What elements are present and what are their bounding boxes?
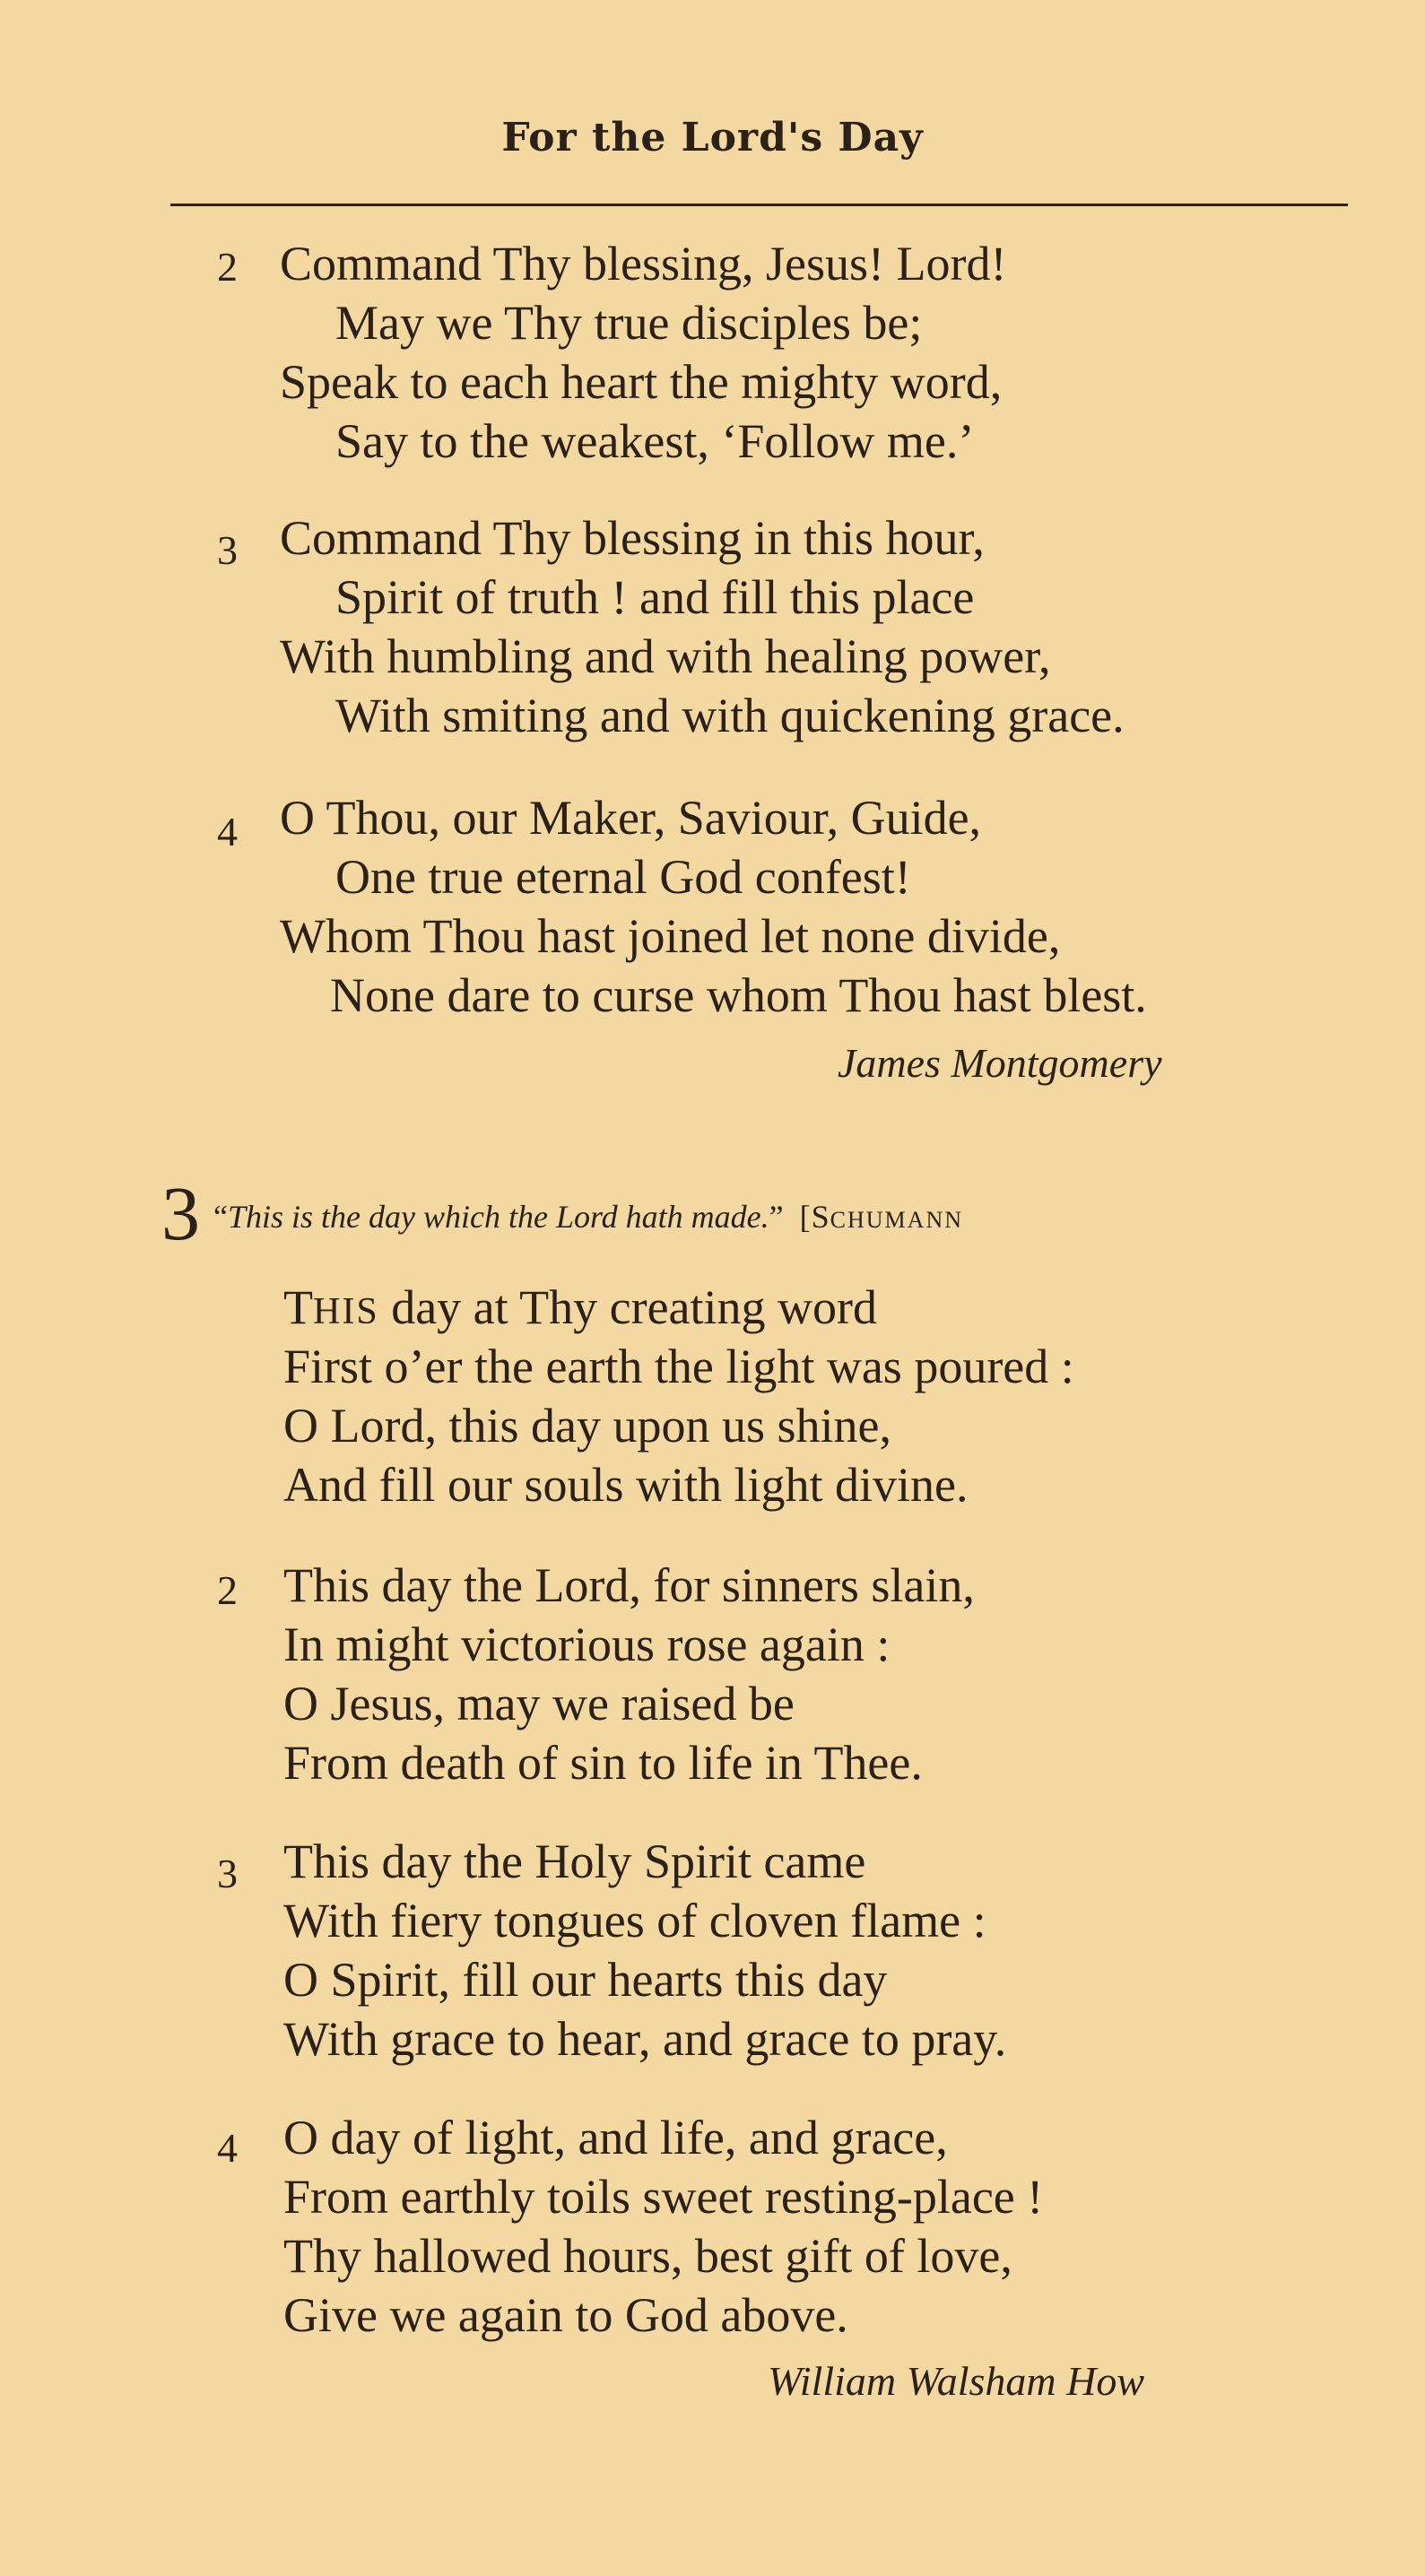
tune-initial: S bbox=[811, 1199, 830, 1235]
verse-line: Whom Thou hast joined let none divide, bbox=[280, 909, 1061, 963]
verse-number: 4 bbox=[217, 809, 238, 854]
verse-number: 4 bbox=[217, 2125, 238, 2171]
verse-line: From death of sin to life in Thee. bbox=[283, 1736, 923, 1790]
verse-line: O Thou, our Maker, Saviour, Guide, bbox=[280, 791, 982, 845]
verse-line: From earthly toils sweet resting-place ! bbox=[283, 2170, 1044, 2224]
hymn-heading bbox=[213, 1194, 963, 1243]
verse-line: Give we again to God above. bbox=[283, 2288, 848, 2342]
tune-name-rest: CHUMANN bbox=[830, 1207, 963, 1233]
open-quote: “ bbox=[213, 1199, 228, 1235]
verse-number: 3 bbox=[217, 527, 238, 573]
verse-line: Say to the weakest, ‘Follow me.’ bbox=[335, 414, 975, 468]
page-running-title: For the Lord's Day bbox=[501, 115, 924, 160]
verse-line: Thy hallowed hours, best gift of love, bbox=[283, 2229, 1012, 2283]
verse-line: With smiting and with quickening grace. bbox=[335, 689, 1125, 742]
verse-line: Spirit of truth ! and fill this place bbox=[335, 570, 975, 624]
verse-line: O Spirit, fill our hearts this day bbox=[283, 1953, 888, 2007]
verse-number: 3 bbox=[217, 1851, 238, 1896]
verse-line-first bbox=[283, 1279, 877, 1340]
verse-line: In might victorious rose again : bbox=[283, 1618, 891, 1671]
author-attribution: William Walsham How bbox=[768, 2358, 1145, 2404]
hymn-first-line-title: This is the day which the Lord hath made. bbox=[227, 1199, 769, 1235]
verse-line: None dare to curse whom Thou hast blest. bbox=[330, 968, 1147, 1022]
header-rule bbox=[170, 204, 1348, 206]
verse-line: O Jesus, may we raised be bbox=[283, 1677, 795, 1730]
verse-line: Command Thy blessing in this hour, bbox=[280, 511, 985, 565]
verse-line: O Lord, this day upon us shine, bbox=[283, 1399, 891, 1453]
verse-line: With fiery tongues of cloven flame : bbox=[283, 1894, 986, 1947]
verse-line: May we Thy true disciples be; bbox=[335, 296, 923, 350]
verse-line: Speak to each heart the mighty word, bbox=[280, 355, 1003, 409]
verse-line: O day of light, and life, and grace, bbox=[283, 2111, 948, 2164]
verse-line: This day the Lord, for sinners slain, bbox=[283, 1558, 975, 1612]
verse-line: With grace to hear, and grace to pray. bbox=[283, 2012, 1007, 2066]
dropcap-letter: T bbox=[283, 1280, 313, 1334]
first-line-text: day at Thy creating word bbox=[378, 1280, 878, 1334]
author-attribution: James Montgomery bbox=[838, 1040, 1162, 1086]
verse-line: Command Thy blessing, Jesus! Lord! bbox=[280, 237, 1007, 291]
tune-bracket: [ bbox=[799, 1199, 812, 1235]
verse-line: One true eternal God confest! bbox=[335, 850, 911, 904]
verse-line: And fill our souls with light divine. bbox=[283, 1458, 969, 1512]
verse-line: This day the Holy Spirit came bbox=[283, 1834, 866, 1888]
verse-line: First o’er the earth the light was poured : bbox=[283, 1340, 1074, 1393]
hymn-number: 3 bbox=[161, 1170, 200, 1256]
verse-number: 2 bbox=[217, 1567, 238, 1613]
verse-number: 2 bbox=[217, 244, 238, 290]
smallcaps-word: HIS bbox=[313, 1291, 379, 1332]
close-quote: ” bbox=[769, 1199, 784, 1235]
verse-line: With humbling and with healing power, bbox=[280, 629, 1051, 683]
